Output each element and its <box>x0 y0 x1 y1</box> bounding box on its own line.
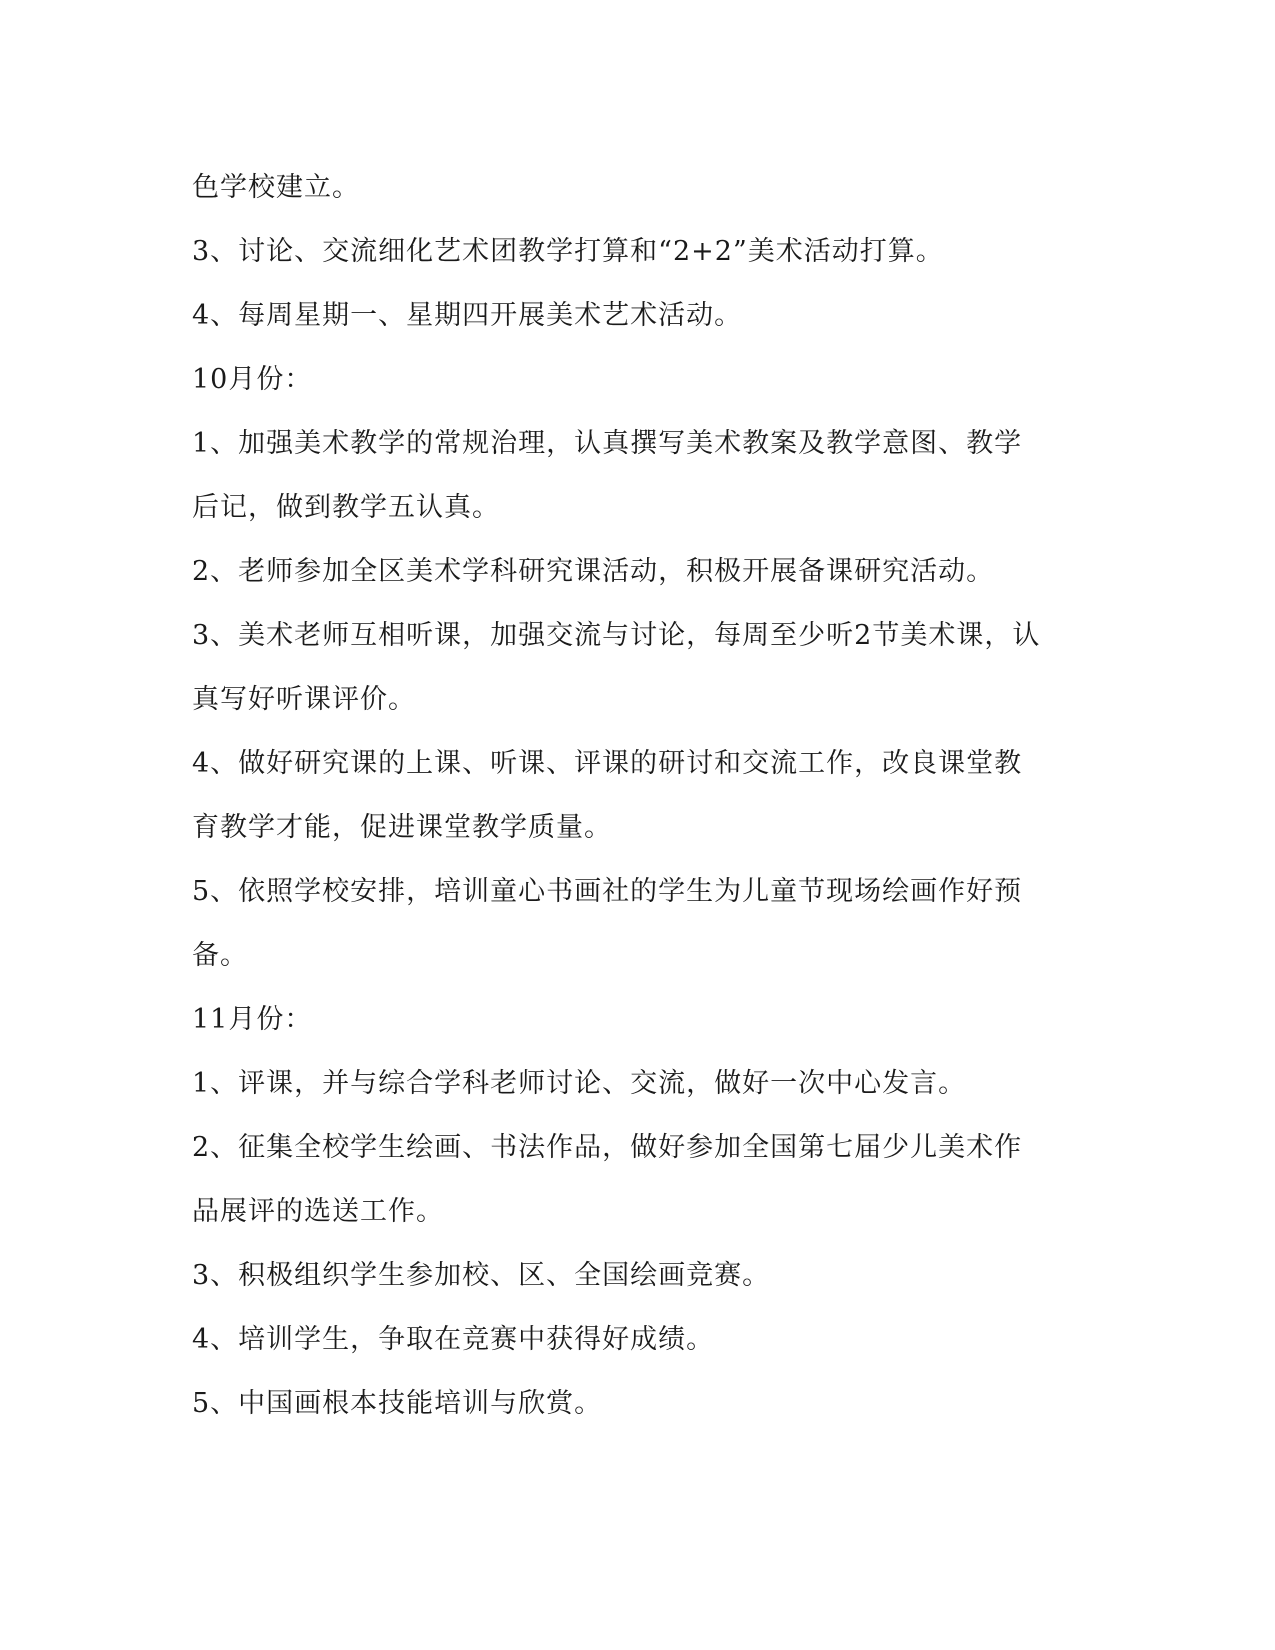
text-line: 后记，做到教学五认真。 <box>192 492 500 523</box>
text-line: 1、评课，并与综合学科老师讨论、交流，做好一次中心发言。 <box>192 1068 967 1099</box>
text-line: 真写好听课评价。 <box>192 684 416 715</box>
text-line: 3、讨论、交流细化艺术团教学打算和“2+2”美术活动打算。 <box>192 236 944 267</box>
text-line: 4、每周星期一、星期四开展美术艺术活动。 <box>192 300 743 331</box>
text-line: 1、加强美术教学的常规治理，认真撰写美术教案及教学意图、教学 <box>192 428 1023 459</box>
text-line: 2、征集全校学生绘画、书法作品，做好参加全国第七届少儿美术作 <box>192 1132 1023 1163</box>
text-line: 4、做好研究课的上课、听课、评课的研讨和交流工作，改良课堂教 <box>192 748 1023 779</box>
text-line: 育教学才能，促进课堂教学质量。 <box>192 812 612 843</box>
text-line: 品展评的选送工作。 <box>192 1196 444 1227</box>
text-line: 5、中国画根本技能培训与欣赏。 <box>192 1388 603 1419</box>
text-line: 备。 <box>192 940 248 971</box>
text-line: 色学校建立。 <box>192 172 360 203</box>
text-line: 2、老师参加全区美术学科研究课活动，积极开展备课研究活动。 <box>192 556 995 587</box>
section-heading-october: 10月份： <box>192 364 313 395</box>
text-line: 3、美术老师互相听课，加强交流与讨论，每周至少听2节美术课，认 <box>192 620 1041 651</box>
text-line: 4、培训学生，争取在竞赛中获得好成绩。 <box>192 1324 715 1355</box>
text-line: 5、依照学校安排，培训童心书画社的学生为儿童节现场绘画作好预 <box>192 876 1023 907</box>
text-line: 3、积极组织学生参加校、区、全国绘画竞赛。 <box>192 1260 771 1291</box>
section-heading-november: 11月份： <box>192 1004 313 1035</box>
document-body <box>192 156 1072 1436</box>
